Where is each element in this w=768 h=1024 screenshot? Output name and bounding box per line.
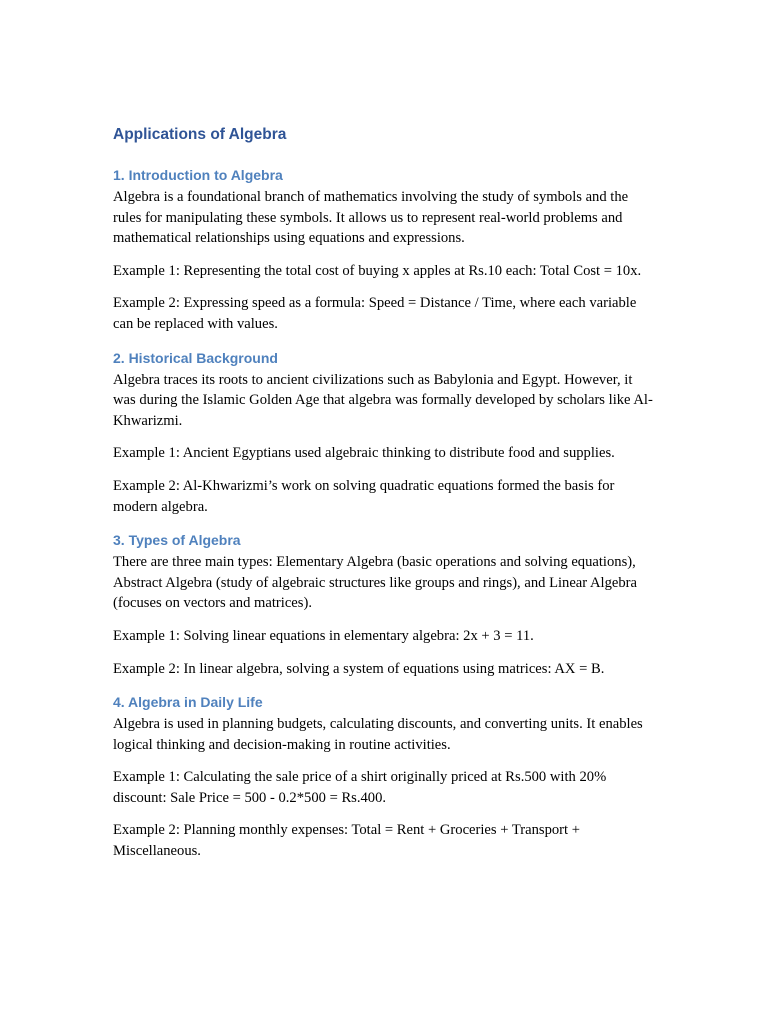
example-2: Example 2: Planning monthly expenses: Total = Rent + Groceries + Transport + Miscellaneous.: [113, 822, 580, 860]
example-1: Example 1: Ancient Egyptians used algebraic thinking to distribute food and supplies.: [113, 445, 615, 462]
document-title: Applications of Algebra: [113, 126, 287, 143]
section-heading: 2. Historical Background: [113, 349, 278, 366]
section-body: Algebra traces its roots to ancient civilizations such as Babylonia and Egypt. However, it was during the Islamic Golden Age that algebra was formally developed by scholars like Al-Khwarizmi.: [113, 371, 653, 429]
section-introduction: [113, 164, 658, 335]
document-page: [113, 122, 658, 874]
example-2: Example 2: In linear algebra, solving a system of equations using matrices: AX = B.: [113, 660, 605, 677]
section-heading: 1. Introduction to Algebra: [113, 167, 283, 183]
example-2: Example 2: Expressing speed as a formula: Speed = Distance / Time, where each variable can be replaced with values.: [113, 295, 637, 332]
section-body: Algebra is used in planning budgets, calculating discounts, and converting units. It enables logical thinking and decision-making in routine activities.: [113, 716, 643, 753]
example-1: Example 1: Solving linear equations in elementary algebra: 2x + 3 = 11.: [113, 627, 534, 644]
example-1: Example 1: Calculating the sale price of a shirt originally priced at Rs.500 with 20% discount: Sale Price = 500 - 0.2*500 = Rs.400.: [113, 769, 607, 806]
section-heading: 3. Types of Algebra: [113, 532, 241, 549]
example-1: Example 1: Representing the total cost of buying x apples at Rs.10 each: Total Cost = 10x.: [113, 262, 642, 279]
section-heading: 4. Algebra in Daily Life: [113, 694, 263, 711]
section-historical-background: [113, 347, 658, 518]
example-2: Example 2: Al-Khwarizmi’s work on solving quadratic equations formed the basis for modern algebra.: [113, 477, 615, 515]
section-types-of-algebra: [113, 529, 658, 679]
section-algebra-in-daily-life: [113, 691, 658, 862]
section-body: Algebra is a foundational branch of mathematics involving the study of symbols and the rules for manipulating these symbols. It allows us to represent real-world problems and mathematical relationships using equations and expressions.: [113, 189, 629, 247]
section-body: There are three main types: Elementary Algebra (basic operations and solving equations), Abstract Algebra (study of algebraic structures like groups and rings), and Linear Algebra (focuses on vectors and matrices).: [113, 554, 637, 612]
